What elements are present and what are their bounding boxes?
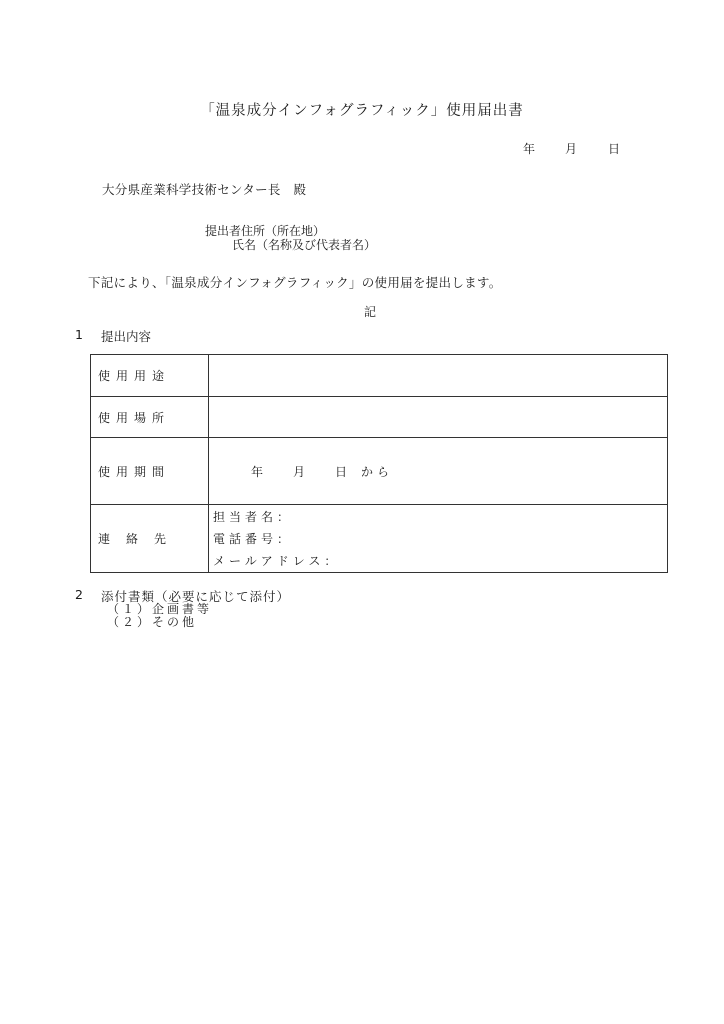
submission-form-table <box>90 354 668 573</box>
section1-number: 1 <box>75 327 83 342</box>
email-label: メールアドレス： <box>213 553 341 568</box>
date-day: 日 <box>608 142 621 156</box>
row-usage-place <box>91 397 668 438</box>
attachment-item: （１）企画書等 <box>107 602 213 616</box>
phone-label: 電話番号： <box>213 531 294 546</box>
date-year: 年 <box>523 142 536 156</box>
usage-place-label: 使用場所 <box>91 397 209 438</box>
submitter-address-label: 提出者住所（所在地） <box>205 224 326 238</box>
usage-place-field[interactable] <box>209 397 668 438</box>
period-year: 年 <box>251 464 264 479</box>
section2-heading: 添付書類（必要に応じて添付） <box>101 589 291 604</box>
date-month: 月 <box>565 142 578 156</box>
addressee: 大分県産業科学技術センター長 殿 <box>102 182 307 197</box>
body-text: 下記により、「温泉成分インフォグラフィック」の使用届を提出します。 <box>88 275 502 290</box>
contact-person-label: 担当者名： <box>213 509 294 524</box>
document-title: 「温泉成分インフォグラフィック」使用届出書 <box>200 103 524 119</box>
period-month: 月 <box>293 464 306 479</box>
contact-field[interactable] <box>209 505 668 573</box>
period-from: から <box>361 464 394 479</box>
row-contact <box>91 505 668 573</box>
submitter-name-label: 氏名（名称及び代表者名） <box>232 238 377 252</box>
usage-purpose-field[interactable] <box>209 355 668 397</box>
section1-heading: 提出内容 <box>101 329 152 344</box>
usage-period-field[interactable] <box>209 438 668 505</box>
ki-heading: 記 <box>363 305 376 319</box>
row-usage-period <box>91 438 668 505</box>
period-day: 日 <box>335 464 348 479</box>
contact-label: 連 絡 先 <box>91 505 209 573</box>
section2-number: 2 <box>75 587 83 602</box>
usage-period-label: 使用期間 <box>91 438 209 505</box>
row-usage-purpose <box>91 355 668 397</box>
attachment-item: （２）その他 <box>107 615 198 629</box>
usage-purpose-label: 使用用途 <box>91 355 209 397</box>
